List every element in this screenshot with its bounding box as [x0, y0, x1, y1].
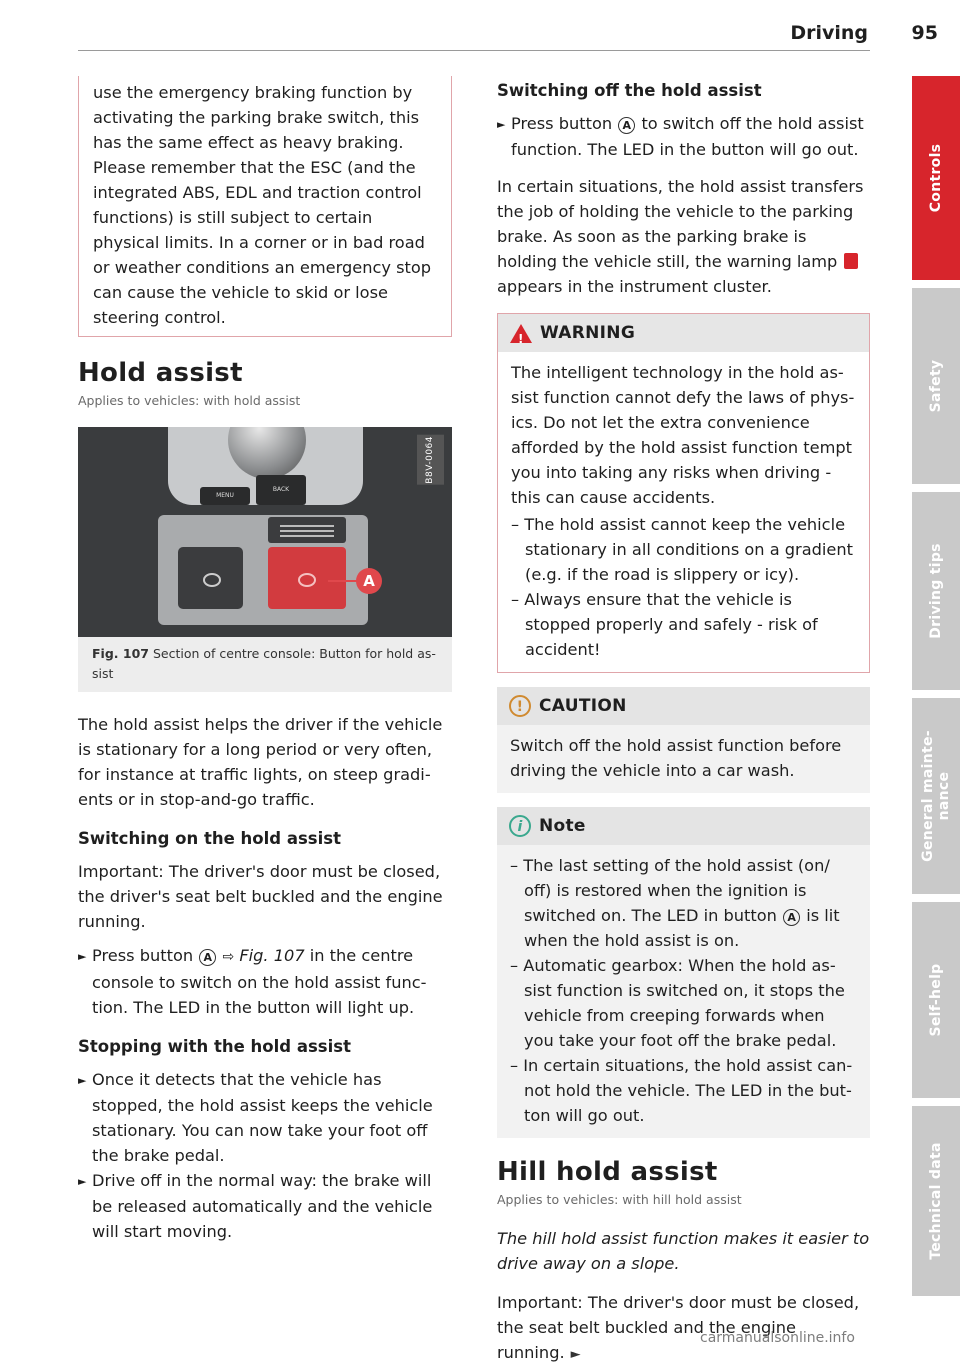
- page-number: 95: [911, 22, 938, 44]
- warning-box: [497, 313, 870, 673]
- button-a-ref: A: [783, 909, 800, 926]
- figure-107-centre-console: [78, 427, 452, 637]
- note-box: [497, 807, 870, 1138]
- hill-hold-important: Important: The driver's door must be closed, the seat belt buckled and the engine running. ►: [497, 1293, 860, 1362]
- step-arrow-icon: ►: [497, 118, 506, 131]
- warning-triangle-icon: [510, 324, 532, 343]
- figure-caption: [78, 637, 452, 692]
- warning-text: The intelligent technology in the hold assist function cannot defy the laws of physics. Do not let the extra convenience afforded by the hold assist function tempt you into taking any risks when driving - this can cause accidents.: [511, 363, 855, 507]
- hold-assist-icon: [298, 573, 316, 587]
- note-title: Note: [539, 815, 586, 836]
- info-icon: i: [509, 815, 531, 837]
- caution-box: [497, 687, 870, 793]
- hill-applies-to-note: Applies to vehicles: with hill hold assist: [497, 1192, 742, 1207]
- hold-assist-heading: Hold assist: [78, 358, 243, 388]
- callout-line: [328, 580, 358, 582]
- warning-header: [498, 314, 869, 352]
- warning-title: WARNING: [540, 322, 636, 343]
- parking-brake-switch: [178, 547, 243, 609]
- right-column: [497, 76, 870, 1367]
- figure-caption-text: Section of centre console: Button for hold assist: [92, 646, 436, 681]
- tab-controls[interactable]: Controls: [912, 76, 960, 280]
- note-item: – The last setting of the hold assist (on/ off) is restored when the ignition is switched on. The LED in button A is lit when the hold assist is on.: [510, 856, 840, 950]
- tab-self-help[interactable]: Self-help: [912, 902, 960, 1098]
- hold-assist-button-graphic: [268, 547, 346, 609]
- continued-warning-box: [78, 76, 452, 337]
- xref-arrow-icon: ⇨: [222, 949, 235, 965]
- warning-item: – The hold assist cannot keep the vehicle stationary in all conditions on a gradient (e.g. if the road is slippery or icy).: [511, 515, 853, 584]
- stopping-heading: Stopping with the hold assist: [78, 1037, 351, 1056]
- caution-icon: !: [509, 695, 531, 717]
- note-header: [497, 807, 870, 845]
- caution-title: CAUTION: [539, 695, 627, 716]
- tab-driving-tips[interactable]: Driving tips: [912, 492, 960, 690]
- left-column: [78, 76, 452, 1244]
- figure-code: B8V-0064: [417, 435, 444, 485]
- switching-off-heading: Switching off the hold assist: [497, 81, 762, 100]
- figure-label: Fig. 107: [92, 646, 149, 661]
- menu-button-graphic: MENU: [200, 487, 250, 505]
- warning-body: [498, 352, 869, 672]
- tab-technical-data[interactable]: Technical data: [912, 1106, 960, 1296]
- tab-safety[interactable]: Safety: [912, 288, 960, 484]
- note-body: [497, 845, 870, 1138]
- parking-brake-icon: [203, 573, 221, 587]
- parking-brake-transfer-text: In certain situations, the hold assist transfers the job of holding the vehicle to the parking brake. As soon as the parking brake is holding the vehicle still, the warning lamp appears in the instrument cluster.: [497, 177, 864, 296]
- continued-warning-text: use the emergency braking function by activating the parking brake switch, this has the same effect as heavy braking. Please remember that the ESC (and the integrated ABS, EDL and traction control functions) is still subject to certain physical limits. In a corner or in bad road or weather conditions an emergency stop can cause the vehicle to skid or lose steering control.: [93, 83, 432, 327]
- hold-assist-intro: The hold assist helps the driver if the vehicle is stationary for a long period or very often, for instance at traffic lights, on steep gradients or in stop-and-go traffic.: [78, 715, 443, 809]
- step-arrow-icon: ►: [78, 1175, 87, 1188]
- stopping-step-2: ► Drive off in the normal way: the brake will be released automatically and the vehicle will start moving.: [78, 1171, 433, 1241]
- note-item: – In certain situations, the hold assist cannot hold the vehicle. The LED in the button will go out.: [510, 1056, 853, 1125]
- applies-to-note: Applies to vehicles: with hold assist: [78, 393, 301, 408]
- note-item: – Automatic gearbox: When the hold assist function is switched on, it stops the vehicle from creeping forwards when you take your foot off the brake pedal.: [510, 956, 845, 1050]
- button-a-ref: A: [618, 117, 635, 134]
- warning-item: – Always ensure that the vehicle is stopped properly and safely - risk of accident!: [511, 590, 818, 659]
- switching-on-heading: Switching on the hold assist: [78, 829, 341, 848]
- caution-header: [497, 687, 870, 725]
- watermark: carmanualsonline.info: [700, 1330, 855, 1346]
- hill-hold-intro: The hill hold assist function makes it easier to drive away on a slope.: [497, 1229, 870, 1273]
- caution-text: Switch off the hold assist function before driving the vehicle into a car wash.: [510, 736, 842, 780]
- tab-general-maintenance[interactable]: General mainte- nance: [912, 698, 960, 894]
- back-button-graphic: BACK: [256, 475, 306, 505]
- header-section-title: Driving: [790, 22, 868, 44]
- button-a-ref: A: [199, 949, 216, 966]
- panel-top-switch: [268, 517, 346, 543]
- switching-off-step: ► Press button A to switch off the hold assist function. The LED in the button will go out.: [497, 114, 864, 159]
- switching-on-step: ► Press button A ⇨ Fig. 107 in the centre console to switch on the hold assist function. The LED in the button will light up.: [78, 946, 427, 1017]
- stopping-step-1: ► Once it detects that the vehicle has stopped, the hold assist keeps the vehicle stationary. You can now take your foot off the brake pedal.: [78, 1070, 433, 1165]
- figure-reference-link[interactable]: Fig. 107: [239, 946, 305, 965]
- caution-body: [497, 725, 870, 793]
- switching-on-important: Important: The driver's door must be closed, the driver's seat belt buckled and the engine running.: [78, 862, 443, 931]
- step-arrow-icon: ►: [78, 1074, 87, 1087]
- callout-a: A: [356, 568, 382, 594]
- header-rule: [78, 50, 870, 51]
- continued-arrow-icon: ►: [570, 1347, 581, 1362]
- warning-lamp-icon: [844, 253, 858, 269]
- hill-hold-assist-heading: Hill hold assist: [497, 1157, 718, 1187]
- step-arrow-icon: ►: [78, 950, 87, 963]
